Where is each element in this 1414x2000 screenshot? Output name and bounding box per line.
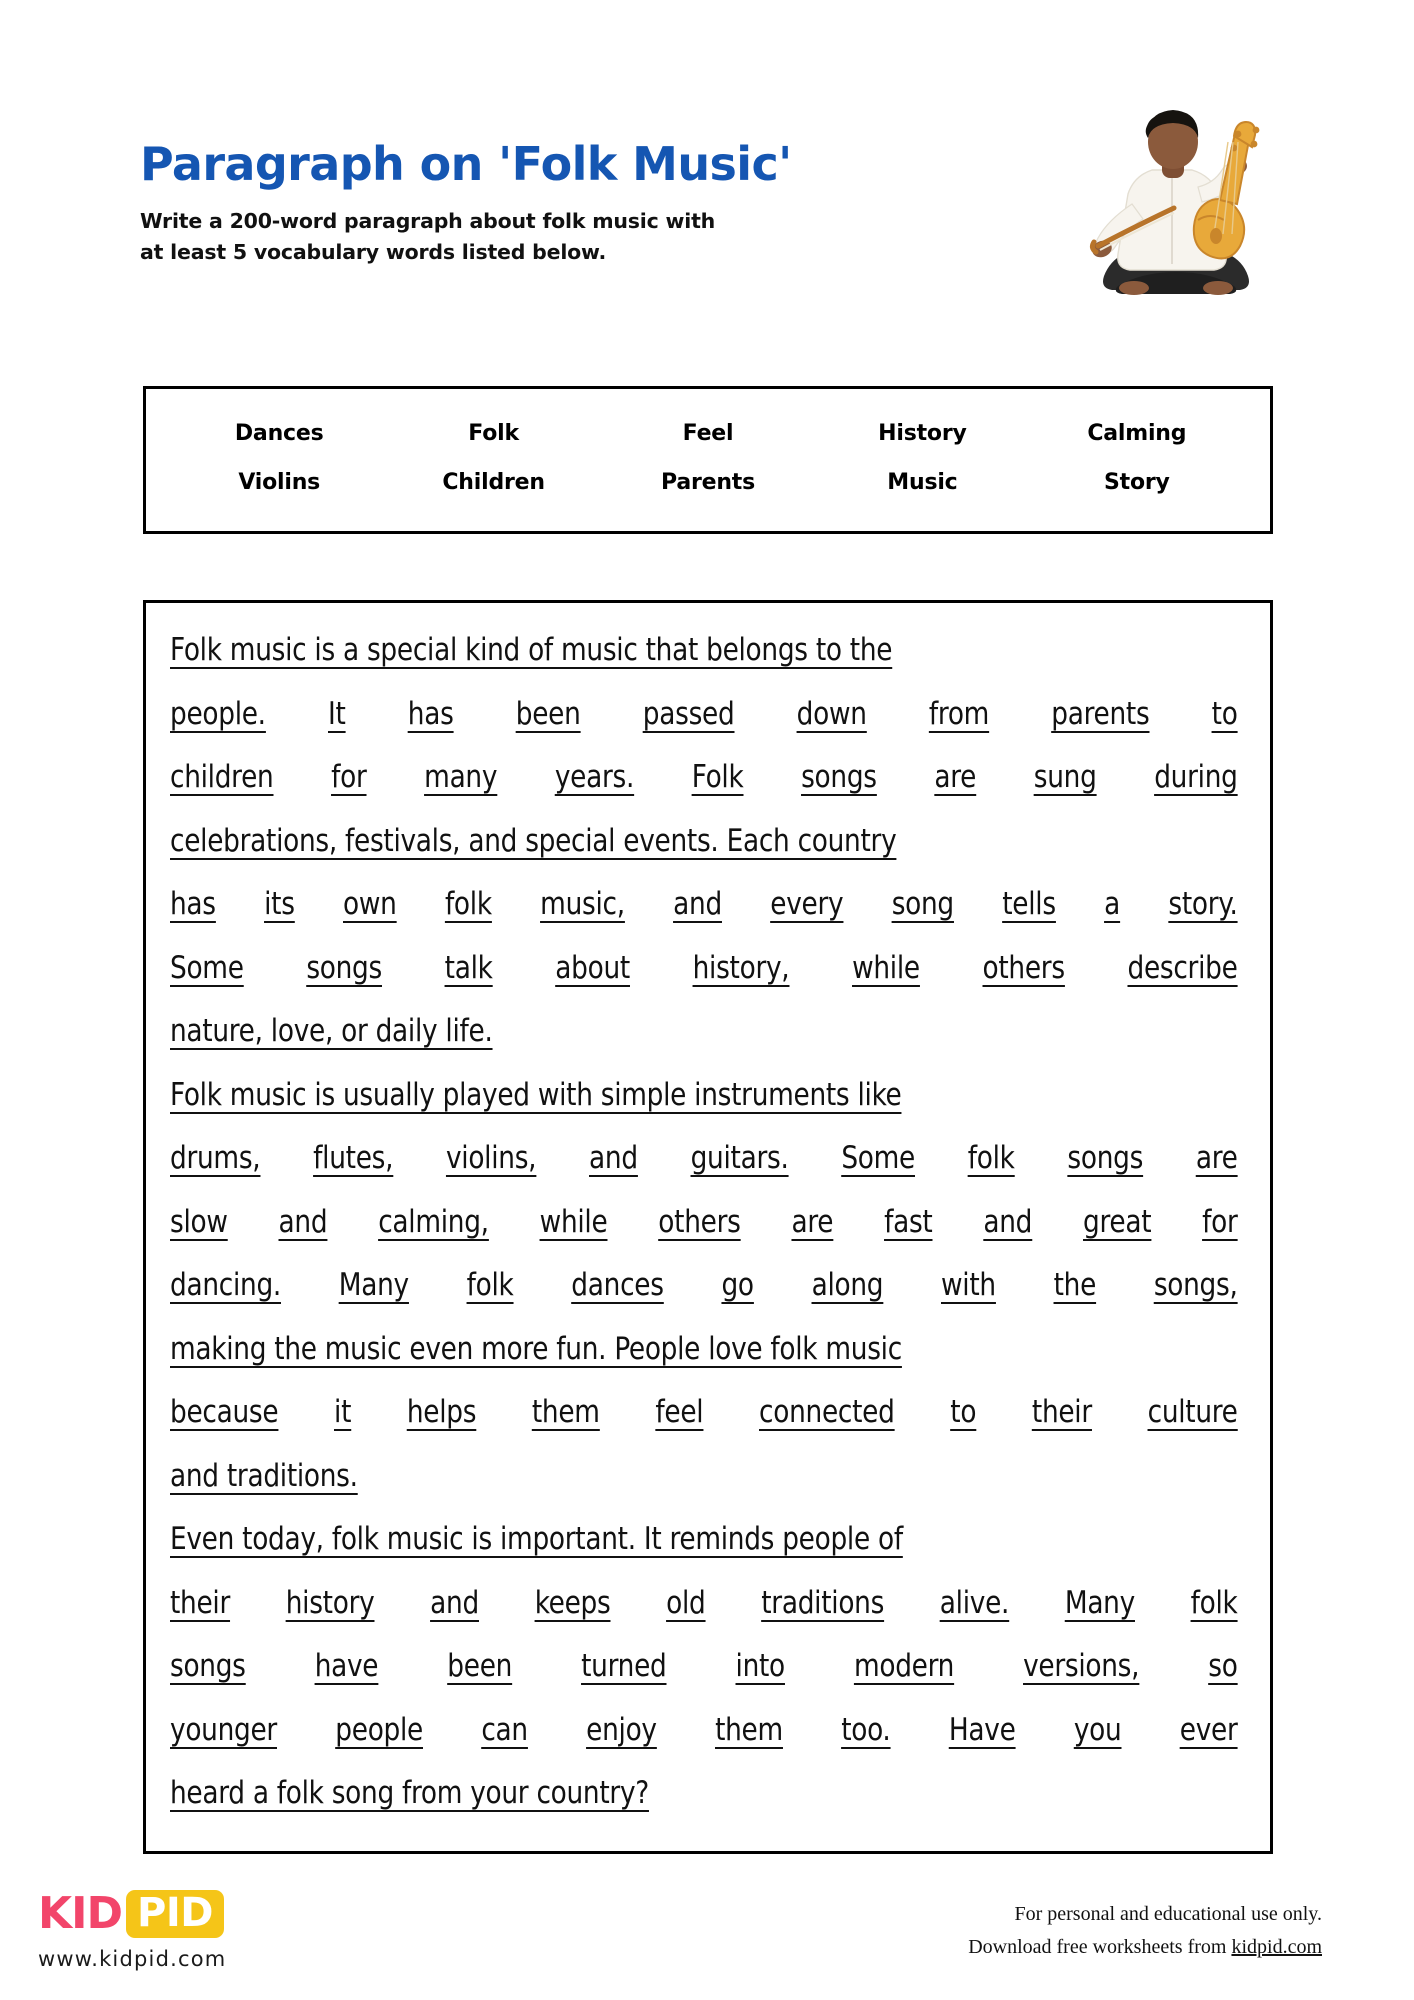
- page-title: Paragraph on 'Folk Music': [140, 137, 792, 191]
- paragraph-word: alive.: [939, 1584, 1010, 1621]
- paragraph-word: sung: [1033, 759, 1097, 795]
- paragraph-word: with: [941, 1267, 996, 1303]
- paragraph-word: been: [447, 1648, 513, 1684]
- footer: [0, 1880, 1414, 2000]
- paragraph-word: folk: [1190, 1584, 1238, 1621]
- paragraph-word: keeps: [534, 1584, 611, 1621]
- paragraph-line: [170, 746, 1238, 810]
- paragraph-word: songs,: [1153, 1267, 1238, 1303]
- paragraph-word: you: [1073, 1711, 1122, 1748]
- paragraph-line: [170, 1191, 1238, 1255]
- paragraph-word: its: [264, 886, 295, 922]
- paragraph-word: tells: [1002, 886, 1056, 922]
- paragraph-word: their: [1031, 1394, 1092, 1430]
- paragraph-word: to: [950, 1394, 977, 1430]
- paragraph-word: flutes,: [313, 1140, 394, 1176]
- paragraph-line: [170, 1699, 1238, 1763]
- paragraph-word: story.: [1168, 886, 1238, 922]
- vocabulary-word: Parents: [661, 470, 756, 495]
- paragraph-word: from: [928, 695, 990, 732]
- vocabulary-word: Calming: [1087, 421, 1187, 446]
- instructions-line-2: at least 5 vocabulary words listed below.: [140, 239, 607, 264]
- paragraph-word: songs: [170, 1648, 246, 1684]
- paragraph-line: [170, 1381, 1238, 1445]
- paragraph-word: passed: [642, 695, 735, 732]
- paragraph-word: music,: [540, 886, 625, 922]
- paragraph-word: can: [481, 1711, 528, 1748]
- paragraph-word: helps: [406, 1394, 477, 1430]
- logo-kid-text: KID: [38, 1888, 122, 1939]
- paragraph-word: the: [1053, 1267, 1097, 1303]
- paragraph-word: song: [891, 886, 954, 922]
- paragraph-word: folk: [466, 1267, 514, 1303]
- paragraph-line: [170, 1572, 1238, 1636]
- paragraph-word: for: [1202, 1203, 1238, 1240]
- paragraph-word: ever: [1179, 1711, 1238, 1748]
- paragraph-line: [170, 1127, 1238, 1191]
- logo-website-url[interactable]: www.kidpid.com: [38, 1947, 227, 1971]
- paragraph-word: has: [407, 695, 454, 732]
- paragraph-word: down: [796, 695, 867, 732]
- instructions: [140, 206, 880, 267]
- paragraph-word: history,: [692, 949, 790, 986]
- vocabulary-word: Folk: [468, 421, 519, 446]
- vocabulary-box: [143, 386, 1273, 534]
- paragraph-word: along: [811, 1267, 884, 1303]
- paragraph-line: [170, 937, 1238, 1001]
- paragraph-word: turned: [581, 1648, 667, 1684]
- paragraph-word: traditions: [761, 1584, 885, 1621]
- folk-musician-illustration: [1062, 108, 1292, 320]
- logo-wordmark: [38, 1888, 348, 1940]
- paragraph-word: It: [328, 695, 346, 732]
- paragraph-word: and: [589, 1140, 638, 1176]
- footer-notice-line-1: For personal and educational use only.: [1014, 1903, 1322, 1925]
- paragraph-word: feel: [655, 1394, 704, 1430]
- paragraph-word: while: [539, 1203, 608, 1240]
- paragraph-word: Many: [338, 1267, 409, 1303]
- paragraph-answer-box: [143, 600, 1273, 1854]
- vocabulary-word: History: [878, 421, 967, 446]
- paragraph-word: for: [331, 759, 367, 795]
- paragraph-word: younger: [170, 1711, 277, 1748]
- paragraph-word: describe: [1127, 949, 1238, 986]
- paragraph-word: guitars.: [690, 1140, 789, 1176]
- paragraph-word: slow: [170, 1203, 228, 1240]
- paragraph-word: parents: [1051, 695, 1150, 732]
- paragraph-word: enjoy: [586, 1711, 657, 1748]
- paragraph-word: songs: [801, 759, 877, 795]
- paragraph-word: to: [1211, 695, 1238, 732]
- paragraph-word: dances: [571, 1267, 664, 1303]
- vocabulary-word: Children: [442, 470, 545, 495]
- kidpid-logo[interactable]: [38, 1888, 348, 1971]
- paragraph-word: folk: [967, 1140, 1015, 1176]
- vocabulary-word: Story: [1103, 470, 1170, 495]
- paragraph-word: Many: [1064, 1584, 1135, 1621]
- paragraph-word: too.: [841, 1711, 891, 1748]
- paragraph-word: because: [170, 1394, 279, 1430]
- paragraph-line: Folk music is a special kind of music that belongs to the: [170, 632, 893, 668]
- paragraph-word: talk: [444, 949, 493, 986]
- paragraph-word: Folk: [691, 759, 744, 795]
- paragraph-word: years.: [554, 759, 635, 795]
- paragraph-line: making the music even more fun. People love folk music: [170, 1330, 902, 1367]
- vocabulary-word: Violins: [238, 470, 321, 495]
- vocabulary-word: Feel: [682, 421, 734, 446]
- paragraph-word: modern: [853, 1648, 955, 1684]
- paragraph-word: has: [170, 886, 216, 922]
- paragraph-line: [170, 873, 1238, 937]
- vocabulary-row-2: [172, 470, 1244, 495]
- paragraph-word: fast: [884, 1203, 933, 1240]
- paragraph-word: them: [715, 1711, 783, 1748]
- paragraph-word: during: [1154, 759, 1238, 795]
- paragraph-word: are: [934, 759, 977, 795]
- paragraph-word: history: [285, 1584, 375, 1621]
- paragraph-word: old: [666, 1584, 706, 1621]
- paragraph-word: songs: [306, 949, 382, 986]
- paragraph-word: Some: [170, 949, 244, 986]
- paragraph-word: connected: [759, 1394, 895, 1430]
- paragraph-word: great: [1083, 1203, 1152, 1240]
- footer-notice-prefix: Download free worksheets from: [968, 1936, 1232, 1958]
- paragraph-line: and traditions.: [170, 1457, 358, 1494]
- paragraph-line: [170, 1635, 1238, 1699]
- paragraph-word: own: [343, 886, 397, 922]
- paragraph-word: every: [770, 886, 844, 922]
- paragraph-word: their: [170, 1584, 231, 1621]
- paragraph-word: while: [852, 949, 920, 986]
- paragraph-word: versions,: [1023, 1648, 1140, 1684]
- vocabulary-word: Dances: [234, 421, 324, 446]
- paragraph-word: culture: [1147, 1394, 1238, 1430]
- paragraph-word: and: [278, 1203, 328, 1240]
- paragraph-word: have: [314, 1648, 379, 1684]
- instructions-line-1: Write a 200-word paragraph about folk music with: [140, 209, 716, 234]
- paragraph-word: people.: [170, 695, 266, 732]
- paragraph-line: Even today, folk music is important. It reminds people of: [170, 1521, 903, 1557]
- paragraph-line: heard a folk song from your country?: [170, 1775, 649, 1811]
- paragraph-word: are: [1195, 1140, 1238, 1176]
- paragraph-word: calming,: [378, 1203, 489, 1240]
- paragraph-word: people: [335, 1711, 423, 1748]
- paragraph-word: dancing.: [170, 1267, 281, 1303]
- paragraph-line: nature, love, or daily life.: [170, 1013, 493, 1049]
- paragraph-word: about: [555, 949, 630, 986]
- kidpid-link[interactable]: kidpid.com: [1231, 1936, 1322, 1958]
- paragraph-line: [170, 683, 1238, 747]
- paragraph-word: many: [424, 759, 498, 795]
- paragraph-word: drums,: [170, 1140, 261, 1176]
- paragraph-word: a: [1104, 886, 1121, 922]
- paragraph-line: Folk music is usually played with simple instruments like: [170, 1076, 902, 1113]
- paragraph-word: others: [658, 1203, 741, 1240]
- logo-pid-text: PID: [126, 1890, 224, 1938]
- paragraph-line: celebrations, festivals, and special events. Each country: [170, 822, 897, 859]
- paragraph-word: and: [430, 1584, 479, 1621]
- paragraph-word: Have: [948, 1711, 1016, 1748]
- paragraph-word: songs: [1067, 1140, 1144, 1176]
- paragraph-word: children: [170, 759, 274, 795]
- paragraph-word: folk: [444, 886, 492, 922]
- paragraph-word: into: [735, 1648, 785, 1684]
- paragraph-word: are: [791, 1203, 834, 1240]
- paragraph-word: so: [1208, 1648, 1238, 1684]
- paragraph-word: Some: [841, 1140, 915, 1176]
- paragraph-word: violins,: [445, 1140, 537, 1176]
- paragraph-word: and: [983, 1203, 1033, 1240]
- paragraph-word: them: [531, 1394, 600, 1430]
- paragraph-word: go: [721, 1267, 754, 1303]
- footer-notice-line-2: [968, 1931, 1322, 1964]
- paragraph-line: [170, 1254, 1238, 1318]
- paragraph-word: been: [515, 695, 581, 732]
- footer-notice: [968, 1898, 1322, 1964]
- paragraph-word: and: [673, 886, 722, 922]
- paragraph-word: others: [982, 949, 1065, 986]
- vocabulary-word: Music: [887, 470, 958, 495]
- vocabulary-row-1: [172, 421, 1244, 446]
- paragraph-word: it: [334, 1394, 352, 1430]
